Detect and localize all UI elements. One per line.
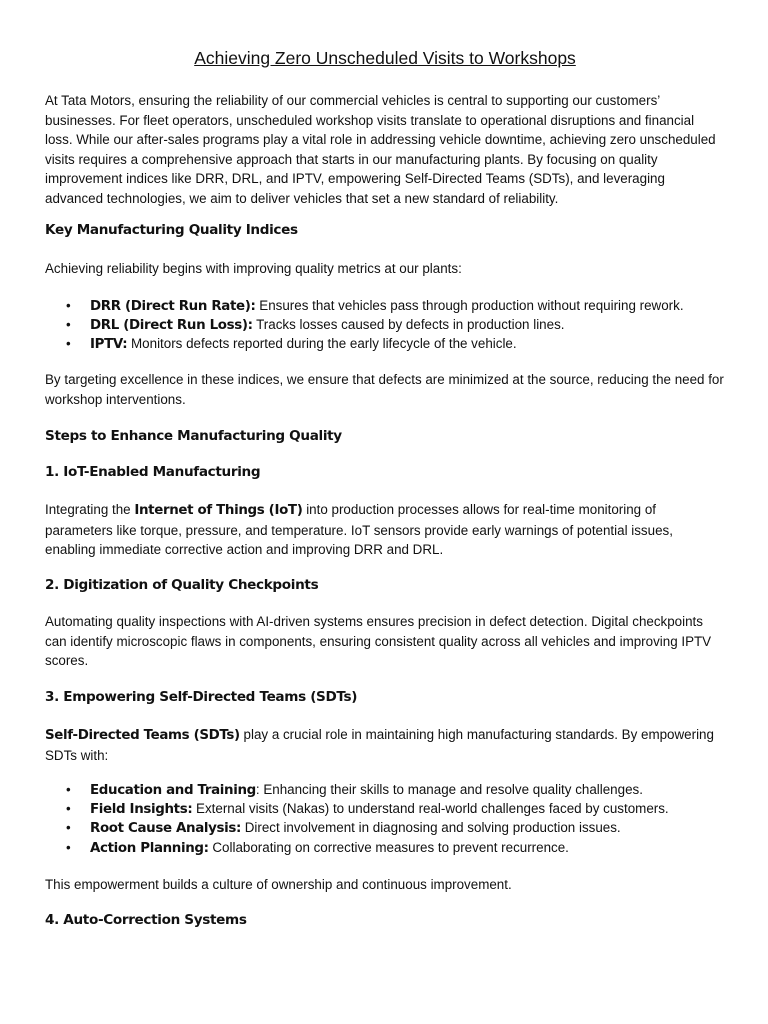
step1-text-post: into production processes allows for real-time monitoring of parameters like torque, pressure, and temperature. IoT sensors provide early warnings of potential issues, enabling immediate corrective action and improving DRR and DRL.: [45, 502, 673, 557]
step3-text: play a crucial role in maintaining high manufacturing standards. By empowering SDTs with:: [45, 727, 714, 763]
list-item: [45, 818, 725, 837]
step3-closing: This empowerment builds a culture of ownership and continuous improvement.: [45, 877, 512, 892]
list-item-text: Collaborating on corrective measures to prevent recurrence.: [208, 839, 569, 855]
step1-paragraph: [45, 500, 725, 560]
bullet-icon: •: [66, 298, 71, 313]
bullet-icon: •: [66, 317, 71, 333]
list-item-term: DRL (Direct Run Loss):: [90, 318, 253, 334]
list-item-text: External visits (Nakas) to understand real-world challenges faced by customers.: [192, 801, 669, 817]
list-item-term: Education and Training: [90, 783, 256, 798]
step2-paragraph: Automating quality inspections with AI-driven systems ensures precision in defect detection. Digital checkpoints can identify microscopic flaws in components, ensuring consistent quality across all vehicles and improving IPTV scores.: [45, 614, 712, 668]
list-item-text: Direct involvement in diagnosing and solving production issues.: [241, 820, 621, 836]
step1-heading: 1. IoT-Enabled Manufacturing: [45, 464, 261, 480]
list-item-term: DRR (Direct Run Rate):: [90, 299, 256, 314]
step3-heading: 3. Empowering Self-Directed Teams (SDTs): [45, 689, 358, 705]
quality-indices-closing: By targeting excellence in these indices, we ensure that defects are minimized at the source, reducing the need for workshop interventions.: [45, 372, 724, 407]
list-item: [45, 334, 725, 353]
sdt-list: [45, 780, 725, 857]
step1-text-pre: Integrating the: [45, 502, 135, 517]
list-item: [45, 799, 725, 818]
bullet-icon: •: [66, 839, 71, 855]
list-item-text: Monitors defects reported during the early lifecycle of the vehicle.: [127, 336, 517, 352]
list-item: [45, 296, 725, 315]
document-title: Achieving Zero Unscheduled Visits to Workshops: [194, 48, 576, 68]
step2-heading: 2. Digitization of Quality Checkpoints: [45, 577, 319, 593]
list-item-term: Action Planning:: [90, 840, 209, 856]
list-item-term: Root Cause Analysis:: [90, 821, 242, 837]
bullet-icon: •: [66, 820, 71, 836]
list-item-text: : Enhancing their skills to manage and resolve quality challenges.: [255, 782, 643, 797]
bullet-icon: •: [66, 782, 71, 797]
list-item: [45, 780, 725, 799]
bullet-icon: •: [66, 336, 71, 352]
list-item-term: Field Insights:: [90, 802, 193, 818]
list-item: [45, 315, 725, 334]
section-heading-enhance-quality: Steps to Enhance Manufacturing Quality: [45, 428, 342, 444]
quality-indices-list: [45, 296, 725, 354]
step4-heading: 4. Auto-Correction Systems: [45, 912, 247, 928]
quality-indices-lead: Achieving reliability begins with improving quality metrics at our plants:: [45, 261, 462, 276]
step3-term: Self-Directed Teams (SDTs): [45, 728, 240, 743]
list-item-term: IPTV:: [90, 337, 128, 353]
step1-term: Internet of Things (IoT): [134, 503, 303, 518]
section-heading-quality-indices: Key Manufacturing Quality Indices: [45, 222, 298, 238]
list-item-text: Tracks losses caused by defects in production lines.: [252, 317, 565, 333]
list-item: [45, 838, 725, 857]
intro-paragraph: At Tata Motors, ensuring the reliability of our commercial vehicles is central to supporting our customers’ businesses. For fleet operators, unscheduled workshop visits translate to operational disruptions and financial loss. While our after-sales programs play a vital role in addressing vehicle downtime, achieving zero unscheduled visits requires a comprehensive approach that starts in our manufacturing plants. By focusing on quality improvement indices like DRR, DRL, and IPTV, empowering Self-Directed Teams (SDTs), and leveraging advanced technologies, we aim to deliver vehicles that set a new standard of reliability.: [45, 93, 716, 206]
list-item-text: Ensures that vehicles pass through production without requiring rework.: [255, 298, 684, 313]
step3-paragraph: [45, 725, 725, 765]
bullet-icon: •: [66, 801, 71, 817]
